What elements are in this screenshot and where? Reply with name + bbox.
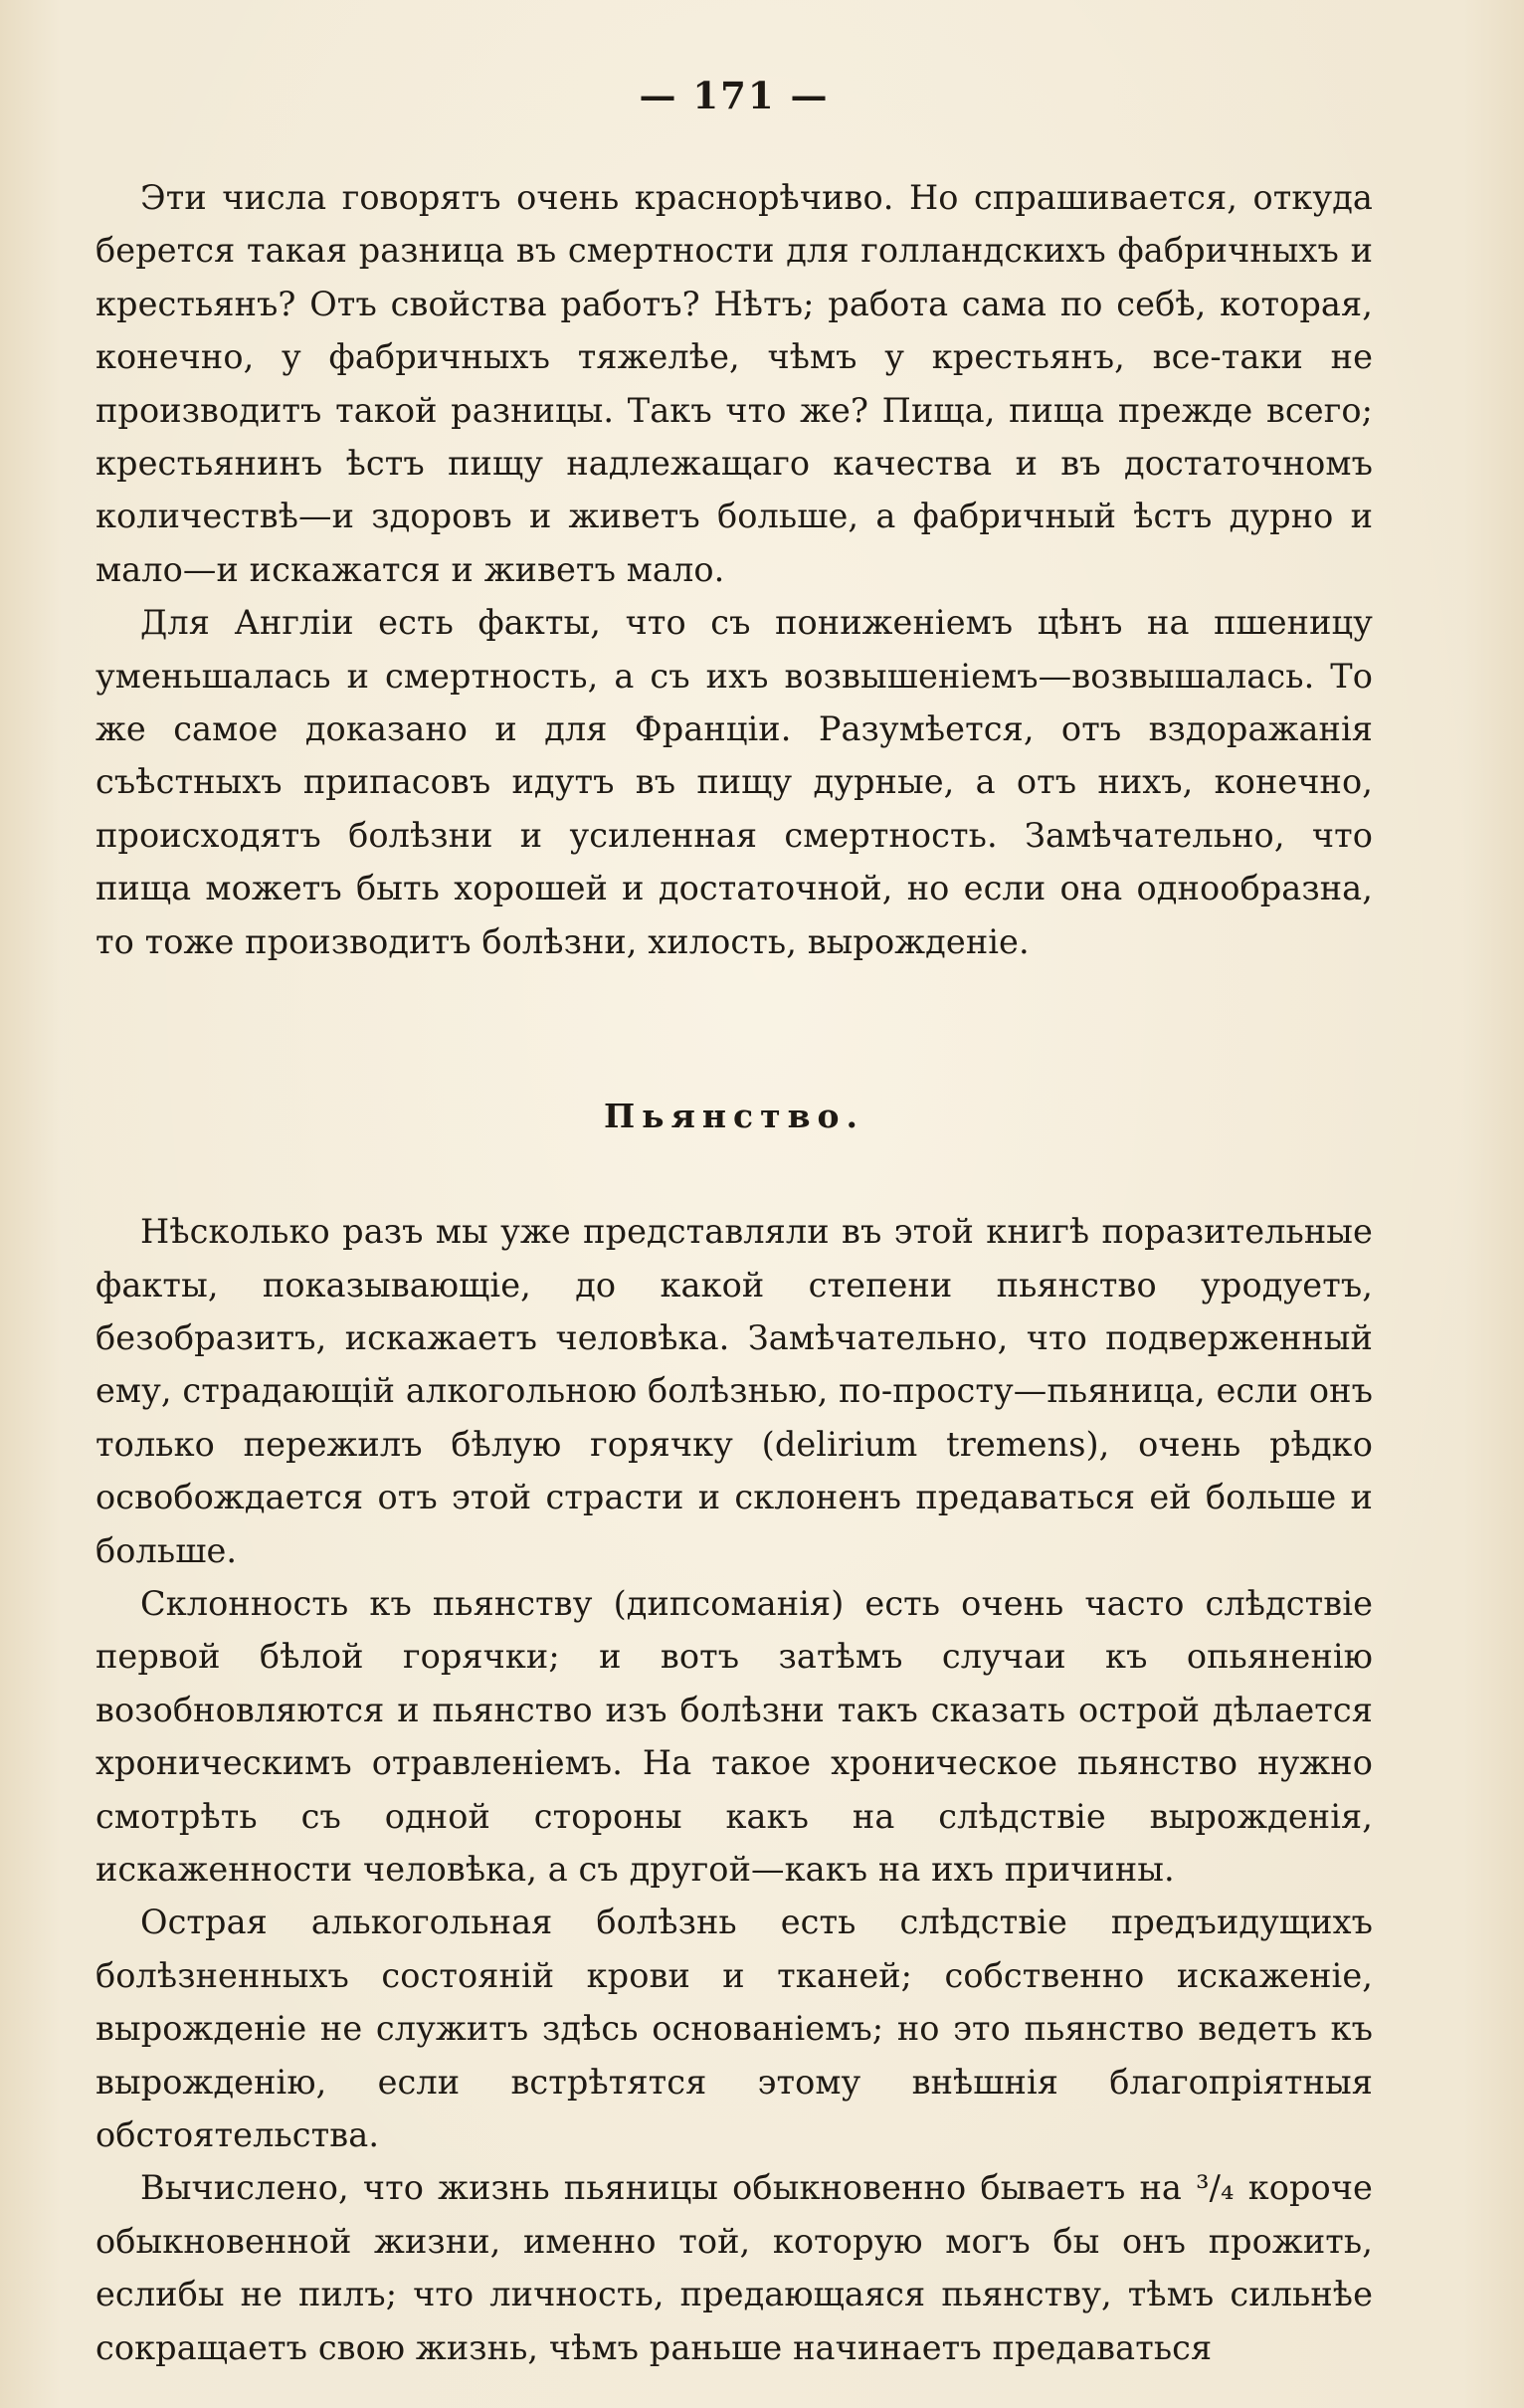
text-block-bottom: [95, 1205, 1373, 2374]
paragraph: Нѣсколько разъ мы уже представляли въ этой книгѣ поразительные факты, показывающіе, до какой степени пьянство уродуетъ, безобразитъ, искажаетъ человѣка. Замѣчательно, что подверженный ему, страдающій алкогольною болѣзнью, по-просту—пьяница, если онъ только пережилъ бѣлую горячку (delirium tremens), очень рѣдко освобождается отъ этой страсти и склоненъ предаваться ей больше и больше.: [95, 1212, 1373, 1570]
section-heading: Пьянство.: [603, 1097, 865, 1136]
paragraph: Для Англіи есть факты, что съ пониженіемъ цѣнъ на пшеницу уменьшалась и смертность, а съ ихъ возвышеніемъ—возвышалась. То же самое доказано и для Франціи. Разумѣется, отъ вздоражанія съѣстныхъ припасовъ идутъ въ пищу дурные, а отъ нихъ, конечно, происходятъ болѣзни и усиленная смертность. Замѣчательно, что пища можетъ быть хорошей и достаточной, но если она однообразна, то тоже производитъ болѣзни, хилость, вырожденіе.: [95, 603, 1373, 961]
paragraph: Склонность къ пьянству (дипсоманія) есть очень часто слѣдствіе первой бѣлой горячки; и вотъ затѣмъ случаи къ опьяненію возобновляются и пьянство изъ болѣзни такъ сказать острой дѣлается хроническимъ отравленіемъ. На такое хроническое пьянство нужно смотрѣть съ одной стороны какъ на слѣдствіе вырожденія, искаженности человѣка, а съ другой—какъ на ихъ причины.: [95, 1583, 1373, 1889]
paragraph: Вычислено, что жизнь пьяницы обыкновенно бываетъ на ³/₄ короче обыкновенной жизни, именно той, которую могъ бы онъ прожить, еслибы не пилъ; что личность, предающаяся пьянству, тѣмъ сильнѣе сокращаетъ свою жизнь, чѣмъ раньше начинаетъ предаваться: [95, 2168, 1373, 2367]
text-block-top: [95, 171, 1373, 968]
page-number: — 171 —: [639, 74, 830, 117]
paragraph: Острая алькогольная болѣзнь есть слѣдствіе предъидущихъ болѣзненныхъ состояній крови и тканей; собственно искаженіе, вырожденіе не служитъ здѣсь основаніемъ; но это пьянство ведетъ къ вырожденію, если встрѣтятся этому внѣшнія благопріятныя обстоятельства.: [95, 1903, 1373, 2154]
paragraph: Эти числа говорятъ очень краснорѣчиво. Но спрашивается, откуда берется такая разница въ смертности для голландскихъ фабричныхъ и крестьянъ? Отъ свойства работъ? Нѣтъ; работа сама по себѣ, которая, конечно, у фабричныхъ тяжелѣе, чѣмъ у крестьянъ, все-таки не производитъ такой разницы. Такъ что же? Пища, пища прежде всего; крестьянинъ ѣстъ пищу надлежащаго качества и въ достаточномъ количествѣ—и здоровъ и живетъ больше, а фабричный ѣстъ дурно и мало—и искажатся и живетъ мало.: [95, 178, 1373, 589]
